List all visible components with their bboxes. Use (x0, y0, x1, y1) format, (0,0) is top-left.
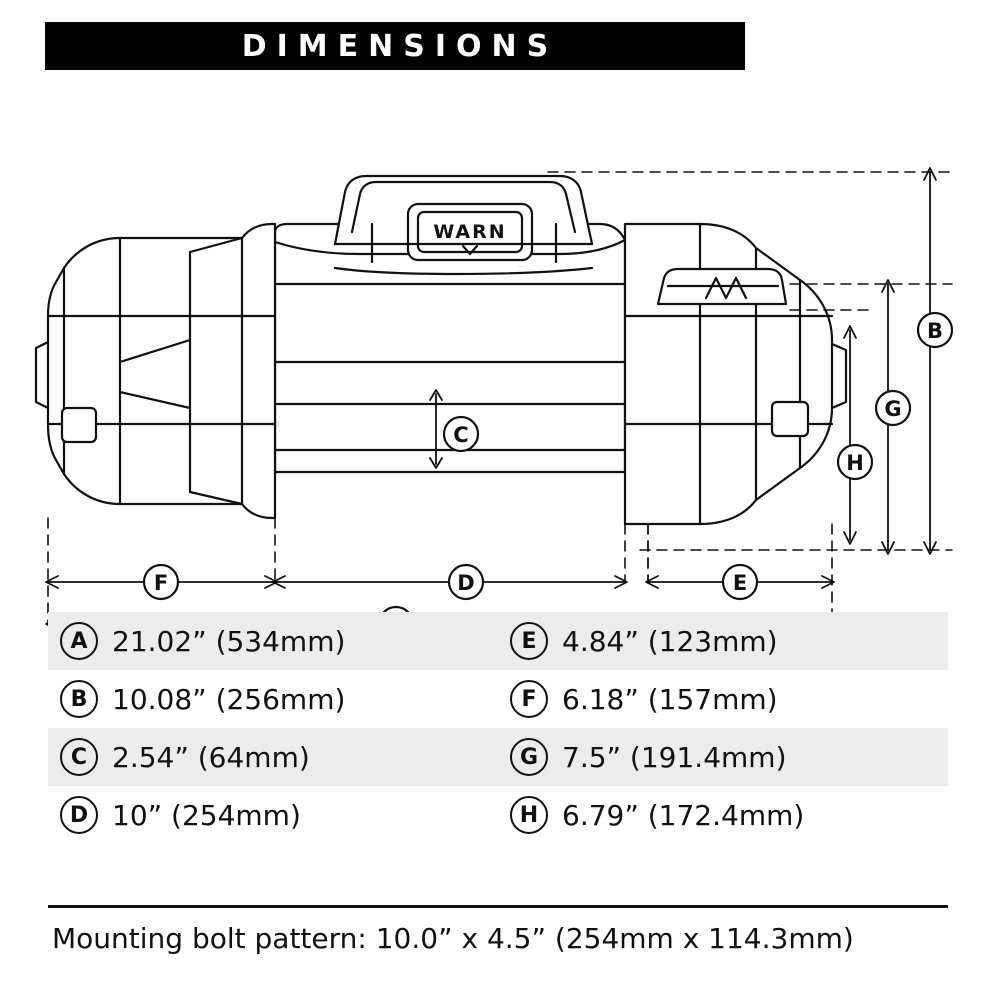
dimension-badge: A (60, 622, 98, 660)
dimension-value: 2.54” (64mm) (112, 740, 310, 774)
table-row (48, 670, 948, 728)
callout-e: E (732, 571, 748, 595)
dimension-value: 7.5” (191.4mm) (562, 740, 787, 774)
dimension-entry-e (498, 622, 948, 660)
dimension-badge: E (510, 622, 548, 660)
mounting-bolt-pattern-note: Mounting bolt pattern: 10.0” x 4.5” (254mm x 114.3mm) (52, 922, 854, 955)
callout-b: B (926, 319, 944, 343)
dimension-entry-d (48, 796, 498, 834)
page-title: DIMENSIONS (241, 28, 559, 64)
dimension-badge: F (510, 680, 548, 718)
table-row (48, 612, 948, 670)
dimension-badge: B (60, 680, 98, 718)
dimension-entry-b (48, 680, 498, 718)
dimension-value: 10” (254mm) (112, 798, 301, 832)
dimension-value: 6.18” (157mm) (562, 682, 778, 716)
dimension-value: 10.08” (256mm) (112, 682, 346, 716)
dimension-entry-h (498, 796, 948, 834)
dimension-value: 4.84” (123mm) (562, 624, 778, 658)
table-row (48, 728, 948, 786)
dimension-value: 6.79” (172.4mm) (562, 798, 805, 832)
callout-f: F (153, 571, 169, 595)
dimension-badge: D (60, 796, 98, 834)
header-bar (45, 22, 745, 70)
dimension-value: 21.02” (534mm) (112, 624, 346, 658)
dimension-badge: H (510, 796, 548, 834)
dimension-entry-c (48, 738, 498, 776)
dimension-badge: C (60, 738, 98, 776)
callout-d: D (457, 571, 475, 595)
callout-c: C (453, 423, 469, 447)
table-row (48, 786, 948, 844)
dimension-entry-f (498, 680, 948, 718)
dimensions-table (48, 612, 948, 844)
footer-divider (48, 905, 948, 908)
callout-h: H (846, 451, 864, 475)
dimension-badge: G (510, 738, 548, 776)
dimension-entry-g (498, 738, 948, 776)
winch-dimension-drawing (0, 72, 1000, 602)
dimension-entry-a (48, 622, 498, 660)
brand-logo-text: WARN (433, 221, 507, 243)
callout-g: G (884, 397, 902, 421)
